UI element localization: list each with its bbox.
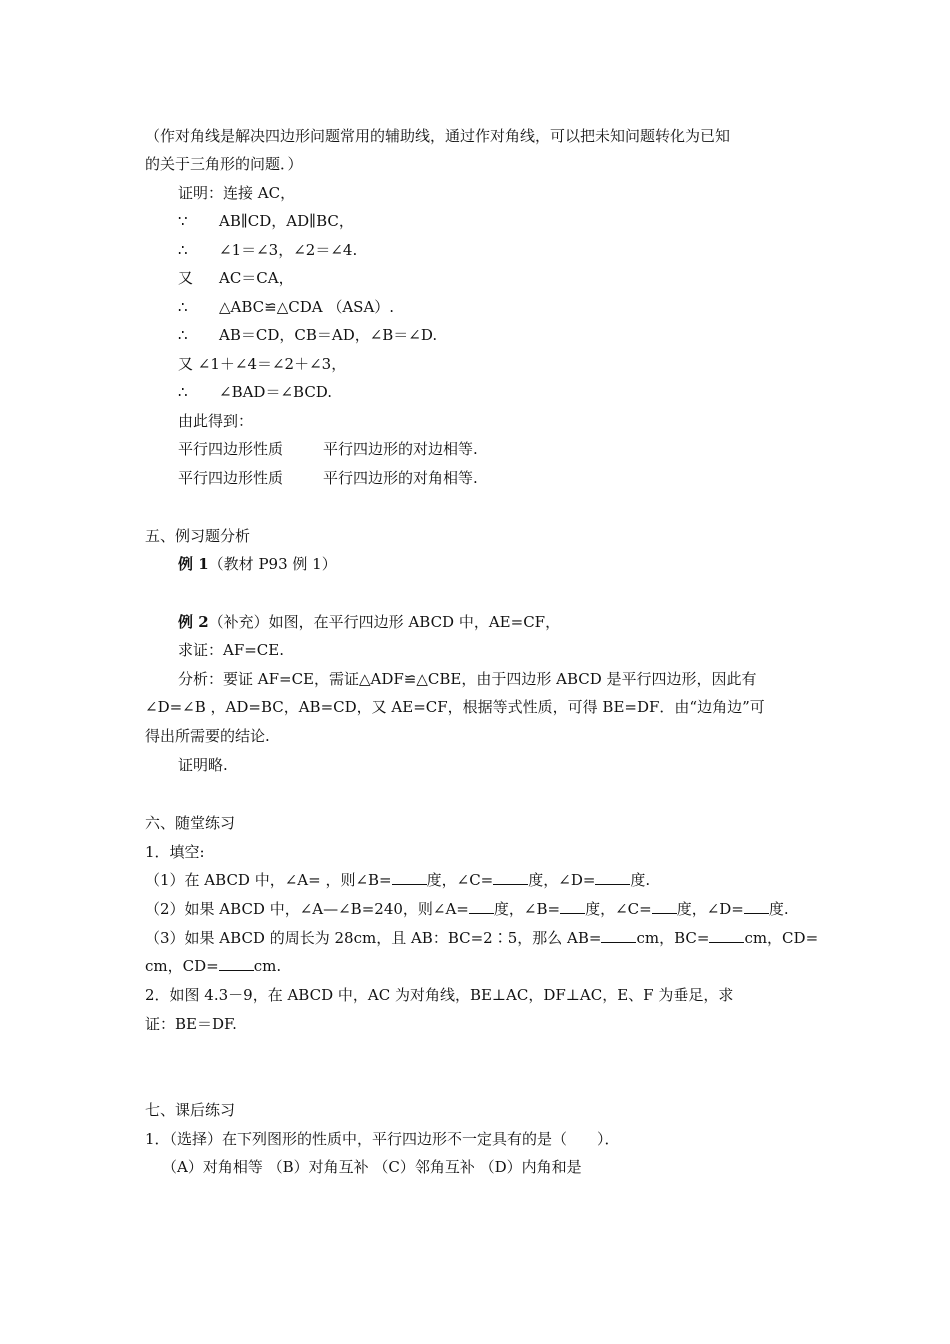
answer-blank[interactable]: [709, 928, 744, 943]
proof-line-8: [178, 382, 332, 402]
proof-omitted: 证明略.: [178, 756, 228, 774]
section-6-heading: 六、随堂练习: [145, 814, 236, 832]
proof-line-7: [178, 354, 346, 374]
because-symbol: ∵: [178, 212, 188, 230]
q-text: （1）在 ABCD 中，∠A= ，则∠B=: [145, 871, 392, 889]
also-symbol: 又: [178, 269, 194, 287]
example-1-label: 例 1: [178, 555, 209, 573]
proof-line-4: [178, 268, 294, 288]
answer-blank[interactable]: [560, 899, 585, 914]
note-line-2: 的关于三角形的问题．）: [145, 155, 303, 173]
therefore-symbol: ∴: [178, 241, 188, 259]
proof-text: △ABC≌△CDA （ASA）.: [219, 298, 395, 316]
q-text: 度.: [768, 900, 789, 918]
property-name: 平行四边形性质: [178, 469, 284, 487]
property-1: [178, 439, 478, 459]
proof-line-6: [178, 325, 437, 345]
question-1: 1．填空:: [145, 843, 205, 861]
therefore-symbol: ∴: [178, 383, 188, 401]
answer-blank[interactable]: [744, 899, 769, 914]
example-2-goal: 求证：AF=CE.: [178, 641, 285, 659]
q-text: 度，∠D=: [676, 900, 744, 918]
proof-line-2: [178, 211, 354, 231]
proof-line-3: [178, 240, 357, 260]
answer-blank[interactable]: [493, 870, 528, 885]
answer-blank[interactable]: [469, 899, 494, 914]
proof-text: AB＝CD，CB＝AD，∠B＝∠D.: [219, 326, 438, 344]
question-1-3-cont: [145, 956, 281, 976]
question-1-2: [145, 899, 789, 919]
example-1: [178, 554, 337, 574]
q-text: 度，∠B=: [493, 900, 561, 918]
question-1-3: [145, 928, 818, 948]
proof-text: ∠BAD＝∠BCD.: [219, 383, 333, 401]
question-2-line-2: 证：BE＝DF.: [145, 1015, 237, 1033]
q-text: cm，BC=: [636, 929, 710, 947]
analysis-line-3: 得出所需要的结论.: [145, 727, 270, 745]
analysis-line-2: ∠D=∠B ，AD=BC，AB=CD，又 AE=CF，根据等式性质，可得 BE=DF．由“边角边”可: [145, 698, 765, 716]
q-text: （2）如果 ABCD 中，∠A—∠B=240，则∠A=: [145, 900, 469, 918]
q-text: 度.: [630, 871, 651, 889]
homework-options: （A）对角相等 （B）对角互补 （C）邻角互补 （D）内角和是: [162, 1158, 582, 1176]
question-1-1: [145, 870, 650, 890]
answer-blank[interactable]: [219, 956, 254, 971]
property-text: 平行四边形的对角相等.: [323, 469, 478, 487]
proof-text: ∠1＝∠3，∠2＝∠4.: [219, 241, 358, 259]
q-text: cm，CD=: [744, 929, 819, 947]
q-text: cm，CD=: [145, 957, 219, 975]
proof-text: 证明：连接 AC，: [178, 184, 296, 202]
therefore-symbol: ∴: [178, 298, 188, 316]
proof-line-1: [178, 183, 295, 203]
answer-blank[interactable]: [595, 870, 630, 885]
analysis-line-1: 分析：要证 AF=CE，需证△ADF≌△CBE，由于四边形 ABCD 是平行四边形，因此有: [178, 670, 757, 688]
answer-blank[interactable]: [392, 870, 427, 885]
property-name: 平行四边形性质: [178, 440, 284, 458]
therefore-symbol: ∴: [178, 326, 188, 344]
example-1-text: （教材 P93 例 1）: [208, 555, 337, 573]
note-line-1: （作对角线是解决四边形问题常用的辅助线，通过作对角线，可以把未知问题转化为已知: [145, 127, 731, 145]
q-text: 度，∠D=: [528, 871, 596, 889]
q-text: cm.: [253, 957, 282, 975]
homework-question-1: 1．（选择）在下列图形的性质中，平行四边形不一定具有的是（ ）．: [145, 1130, 620, 1148]
q-text: 度，∠C=: [585, 900, 652, 918]
question-2-line-1: 2．如图 4.3－9，在 ABCD 中，AC 为对角线，BE⊥AC，DF⊥AC，E、F 为垂足，求: [145, 986, 734, 1004]
q-text: （3）如果 ABCD 的周长为 28cm，且 AB：BC=2∶5，那么 AB=: [145, 929, 602, 947]
example-2-text: （补充）如图，在平行四边形 ABCD 中，AE=CF，: [208, 613, 561, 631]
proof-text: AC＝CA，: [219, 269, 294, 287]
section-7-heading: 七、课后练习: [145, 1101, 236, 1119]
proof-text: AB∥CD，AD∥BC，: [219, 212, 354, 230]
answer-blank[interactable]: [601, 928, 636, 943]
conclusion-intro: 由此得到：: [178, 412, 254, 430]
section-5-heading: 五、例习题分析: [145, 527, 251, 545]
answer-blank[interactable]: [652, 899, 677, 914]
q-text: 度，∠C=: [426, 871, 494, 889]
example-2-label: 例 2: [178, 613, 209, 631]
example-2: [178, 612, 560, 632]
proof-text: 又 ∠1＋∠4＝∠2＋∠3，: [178, 355, 347, 373]
proof-line-5: [178, 297, 394, 317]
property-text: 平行四边形的对边相等.: [323, 440, 478, 458]
property-2: [178, 468, 478, 488]
